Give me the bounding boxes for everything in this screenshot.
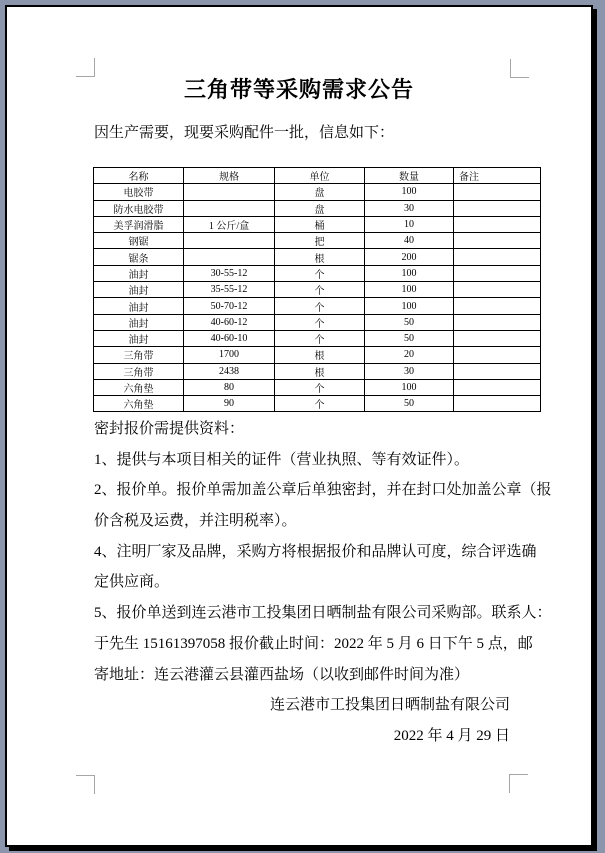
table-cell xyxy=(454,184,541,200)
table-cell: 100 xyxy=(365,379,454,395)
table-row xyxy=(94,330,541,346)
table-row xyxy=(94,396,541,412)
table-cell: 个 xyxy=(275,396,365,412)
table-cell xyxy=(454,396,541,412)
column-header-spec: 规格 xyxy=(184,168,275,184)
table-cell: 桶 xyxy=(275,216,365,232)
table-cell: 防水电胶带 xyxy=(94,200,184,216)
note-line: 价含税及运费，并注明税率）。 xyxy=(94,513,297,530)
table-cell: 90 xyxy=(184,396,275,412)
table-cell xyxy=(454,249,541,265)
table-row xyxy=(94,379,541,395)
table-cell xyxy=(454,200,541,216)
note-line: 定供应商。 xyxy=(94,574,170,591)
table-cell: 2438 xyxy=(184,363,275,379)
table-row xyxy=(94,216,541,232)
note-line: 于先生 15161397058 报价截止时间：2022 年 5 月 6 日下午 5 点，邮 xyxy=(94,635,533,652)
table-cell: 200 xyxy=(365,249,454,265)
table-cell: 电胶带 xyxy=(94,184,184,200)
table-cell: 40-60-10 xyxy=(184,330,275,346)
page-title: 三角带等采购需求公告 xyxy=(183,77,414,102)
table-cell: 油封 xyxy=(94,282,184,298)
table-cell: 1 公斤/盒 xyxy=(184,216,275,232)
table-cell: 根 xyxy=(275,347,365,363)
table-cell: 三角带 xyxy=(94,347,184,363)
table-cell xyxy=(184,184,275,200)
table-cell: 钢锯 xyxy=(94,233,184,249)
table-cell: 个 xyxy=(275,298,365,314)
table-cell: 40 xyxy=(365,233,454,249)
table-cell xyxy=(454,233,541,249)
table-cell xyxy=(454,282,541,298)
table-cell: 20 xyxy=(365,347,454,363)
table-cell xyxy=(454,265,541,281)
table-cell: 油封 xyxy=(94,330,184,346)
table-cell xyxy=(184,233,275,249)
note-line: 2022 年 4 月 29 日 xyxy=(393,727,510,744)
table-cell: 油封 xyxy=(94,314,184,330)
table-cell: 锯条 xyxy=(94,249,184,265)
document-page xyxy=(5,5,593,847)
table-cell: 30-55-12 xyxy=(184,265,275,281)
table-cell: 50-70-12 xyxy=(184,298,275,314)
table-cell: 个 xyxy=(275,282,365,298)
table-cell: 个 xyxy=(275,379,365,395)
table-cell: 100 xyxy=(365,298,454,314)
table-row xyxy=(94,298,541,314)
table-cell: 美孚润滑脂 xyxy=(94,216,184,232)
table-row xyxy=(94,184,541,200)
table-row xyxy=(94,347,541,363)
margin-mark-bottom-left xyxy=(76,775,95,794)
table-cell xyxy=(454,298,541,314)
table-cell xyxy=(454,379,541,395)
note-line: 寄地址：连云港灌云县灌西盐场（以收到邮件时间为准） xyxy=(94,666,470,683)
column-header-name: 名称 xyxy=(94,168,184,184)
table-cell: 10 xyxy=(365,216,454,232)
items-table-body xyxy=(94,184,541,412)
table-row xyxy=(94,282,541,298)
table-row xyxy=(94,200,541,216)
table-cell xyxy=(184,249,275,265)
table-cell: 1700 xyxy=(184,347,275,363)
table-cell: 三角带 xyxy=(94,363,184,379)
column-header-unit: 单位 xyxy=(275,168,365,184)
intro-text: 因生产需要，现要采购配件一批，信息如下： xyxy=(94,125,395,141)
table-cell xyxy=(454,363,541,379)
table-cell: 根 xyxy=(275,363,365,379)
table-cell xyxy=(454,330,541,346)
table-cell: 40-60-12 xyxy=(184,314,275,330)
table-cell: 盘 xyxy=(275,184,365,200)
table-cell: 油封 xyxy=(94,298,184,314)
margin-mark-bottom-right xyxy=(509,774,528,793)
table-cell: 50 xyxy=(365,330,454,346)
note-line: 连云港市工投集团日晒制盐有限公司 xyxy=(269,697,510,714)
table-cell xyxy=(454,216,541,232)
table-cell: 盘 xyxy=(275,200,365,216)
table-cell: 个 xyxy=(275,265,365,281)
table-cell: 个 xyxy=(275,330,365,346)
table-cell: 100 xyxy=(365,184,454,200)
table-cell: 个 xyxy=(275,314,365,330)
note-line: 4、注明厂家及品牌，采购方将根据报价和品牌认可度，综合评选确 xyxy=(94,543,537,560)
table-cell: 根 xyxy=(275,249,365,265)
table-cell: 30 xyxy=(365,363,454,379)
note-line: 1、提供与本项目相关的证件（营业执照、等有效证件）。 xyxy=(94,451,470,468)
table-header-row xyxy=(94,168,541,184)
table-cell: 80 xyxy=(184,379,275,395)
table-row xyxy=(94,363,541,379)
table-row xyxy=(94,314,541,330)
column-header-remarks: 备注 xyxy=(454,168,541,184)
procurement-items-table xyxy=(93,167,541,412)
table-row xyxy=(94,265,541,281)
table-cell: 50 xyxy=(365,396,454,412)
table-cell: 30 xyxy=(365,200,454,216)
table-cell: 35-55-12 xyxy=(184,282,275,298)
note-line: 密封报价需提供资料： xyxy=(94,421,245,437)
table-cell: 100 xyxy=(365,282,454,298)
table-row xyxy=(94,249,541,265)
table-cell: 六角垫 xyxy=(94,396,184,412)
table-cell xyxy=(454,347,541,363)
table-cell xyxy=(454,314,541,330)
table-cell: 把 xyxy=(275,233,365,249)
table-cell: 50 xyxy=(365,314,454,330)
table-row xyxy=(94,233,541,249)
table-cell xyxy=(184,200,275,216)
notes-section xyxy=(94,414,552,752)
table-cell: 100 xyxy=(365,265,454,281)
note-line: 2、报价单。报价单需加盖公章后单独密封，并在封口处加盖公章（报 xyxy=(94,482,552,499)
note-line: 5、报价单送到连云港市工投集团日晒制盐有限公司采购部。联系人： xyxy=(94,605,552,622)
column-header-quantity: 数量 xyxy=(365,168,454,184)
table-cell: 油封 xyxy=(94,265,184,281)
table-cell: 六角垫 xyxy=(94,379,184,395)
